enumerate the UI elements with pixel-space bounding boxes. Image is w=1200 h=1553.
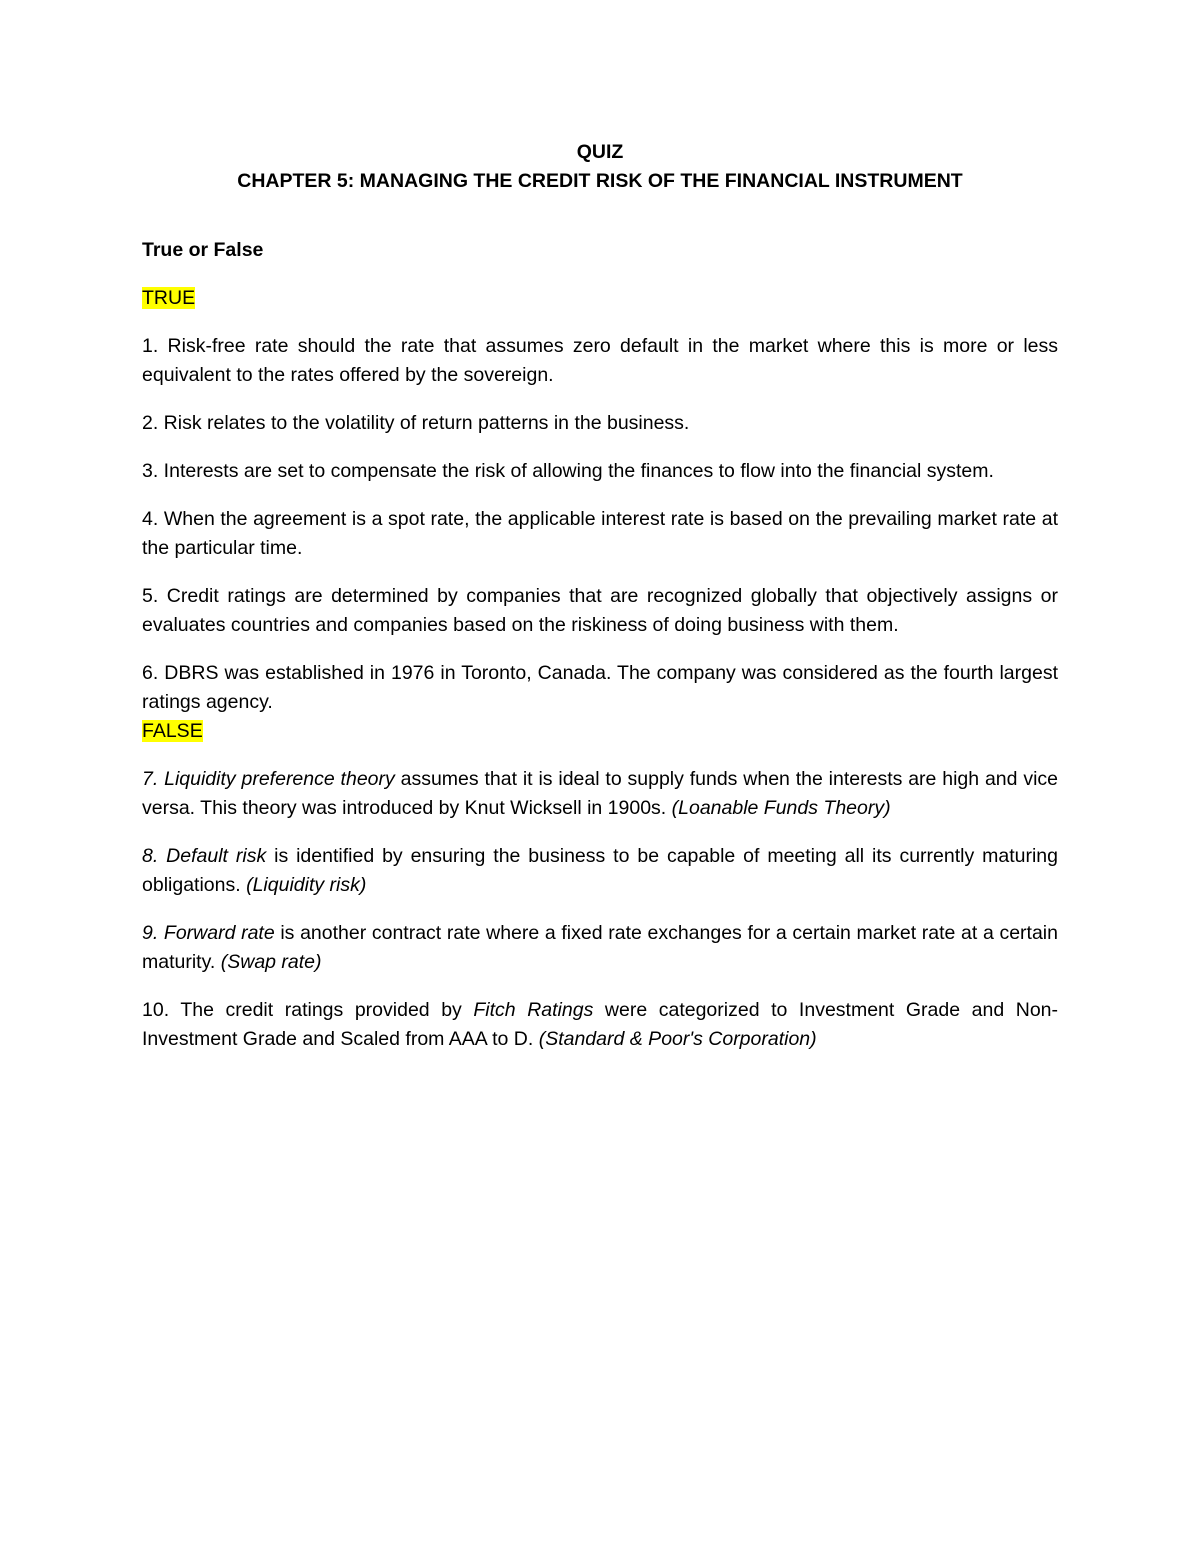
false-item-7-lead: 7. Liquidity preference theory bbox=[142, 768, 395, 790]
false-item-9-body: is another contract rate where a fixed rate exchanges for a certain market rate at a certain maturity. bbox=[142, 922, 1058, 973]
false-item-7 bbox=[142, 765, 1058, 823]
true-item-6: 6. DBRS was established in 1976 in Toronto, Canada. The company was considered as the fourth largest ratings agency. bbox=[142, 662, 1058, 713]
true-items-list bbox=[142, 332, 1058, 717]
true-item-5: 5. Credit ratings are determined by companies that are recognized globally that objectively assigns or evaluates countries and companies based on the riskiness of doing business with them. bbox=[142, 585, 1058, 636]
false-item-9 bbox=[142, 919, 1058, 977]
false-item-10-prefix: 10. The credit ratings provided by bbox=[142, 999, 474, 1021]
false-item-10-body: were categorized to Investment Grade and Non- Investment Grade and Scaled from AAA to D. bbox=[142, 999, 1059, 1050]
false-item-10 bbox=[142, 996, 1058, 1054]
chapter-title: CHAPTER 5: MANAGING THE CREDIT RISK OF THE FINANCIAL INSTRUMENT bbox=[237, 170, 963, 192]
true-label-highlight: TRUE bbox=[142, 287, 196, 309]
true-item-2: 2. Risk relates to the volatility of return patterns in the business. bbox=[142, 412, 690, 434]
false-item-10-lead: Fitch Ratings bbox=[473, 999, 594, 1021]
false-item-10-correction: (Standard & Poor's Corporation) bbox=[538, 1028, 817, 1050]
false-item-8-correction: (Liquidity risk) bbox=[246, 874, 367, 896]
false-items-list bbox=[142, 765, 1058, 1054]
true-item-4: 4. When the agreement is a spot rate, the applicable interest rate is based on the prevailing market rate at the particular time. bbox=[142, 508, 1058, 559]
section-heading: True or False bbox=[142, 239, 264, 261]
true-label bbox=[142, 284, 1058, 313]
false-item-9-lead: 9. Forward rate bbox=[142, 922, 275, 944]
false-item-7-body: assumes that it is ideal to supply funds when the interests are high and vice versa. This theory was introduced by Knut Wicksell in 1900s. bbox=[142, 768, 1059, 819]
document-page bbox=[142, 138, 1058, 1054]
false-item-7-correction: (Loanable Funds Theory) bbox=[671, 797, 891, 819]
false-item-8-lead: 8. Default risk bbox=[142, 845, 267, 867]
quiz-title: QUIZ bbox=[576, 141, 624, 163]
true-item-3: 3. Interests are set to compensate the risk of allowing the finances to flow into the financial system. bbox=[142, 460, 994, 482]
false-label-highlight: FALSE bbox=[142, 720, 203, 742]
true-item-1: 1. Risk-free rate should the rate that assumes zero default in the market where this is more or less equivalent to the rates offered by the sovereign. bbox=[142, 335, 1058, 386]
false-item-9-correction: (Swap rate) bbox=[220, 951, 322, 973]
false-item-8-body: is identified by ensuring the business to be capable of meeting all its currently maturing obligations. bbox=[142, 845, 1058, 896]
false-label bbox=[142, 717, 1058, 746]
false-item-8 bbox=[142, 842, 1058, 900]
